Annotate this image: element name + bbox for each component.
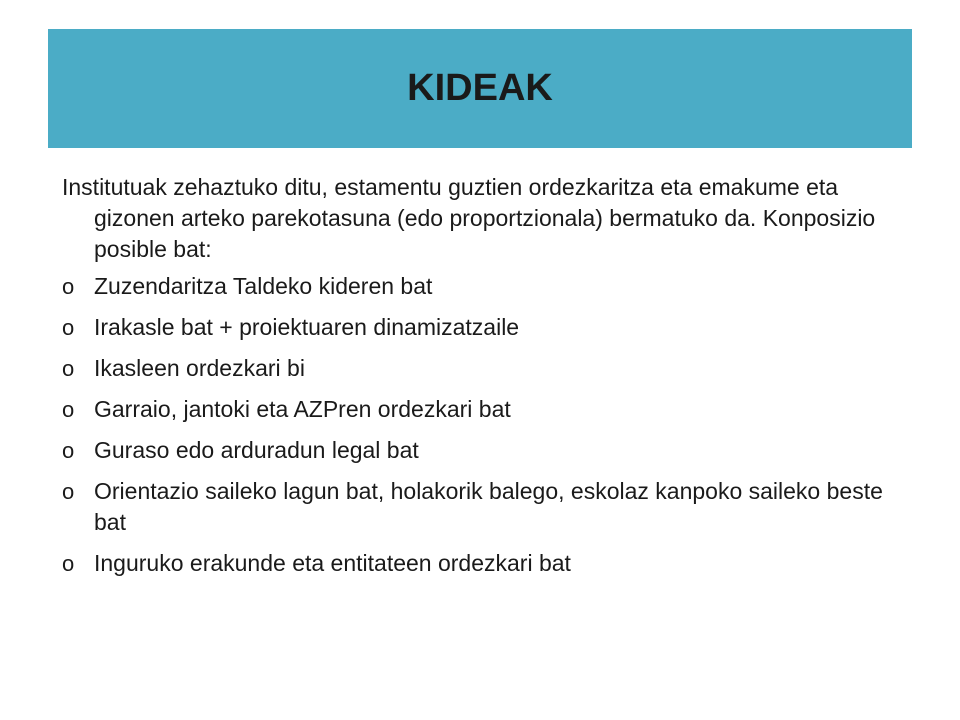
bullet-item [62, 435, 912, 466]
bullet-item [62, 353, 912, 384]
title-banner [48, 29, 912, 148]
slide-title: KIDEAK [407, 67, 553, 109]
bullet-text: Ikasleen ordezkari bi [94, 355, 305, 381]
bullet-item [62, 548, 912, 579]
bullet-marker: o [62, 356, 75, 381]
slide-content [62, 172, 912, 589]
bullet-item [62, 476, 912, 538]
bullet-text: Irakasle bat + proiektuaren dinamizatzaile [94, 314, 520, 340]
bullet-item [62, 271, 912, 302]
bullet-marker: o [62, 479, 75, 504]
bullet-marker: o [62, 551, 75, 576]
bullet-list [62, 271, 912, 579]
bullet-item [62, 312, 912, 343]
bullet-marker: o [62, 315, 75, 340]
bullet-text: Orientazio saileko lagun bat, holakorik balego, eskolaz kanpoko saileko beste bat [94, 478, 883, 535]
bullet-text: Garraio, jantoki eta AZPren ordezkari bat [94, 396, 511, 422]
bullet-item [62, 394, 912, 425]
bullet-marker: o [62, 274, 75, 299]
bullet-text: Zuzendaritza Taldeko kideren bat [94, 273, 433, 299]
bullet-text: Inguruko erakunde eta entitateen ordezkari bat [94, 550, 571, 576]
bullet-marker: o [62, 438, 75, 463]
intro-paragraph: Institutuak zehaztuko ditu, estamentu guztien ordezkaritza eta emakume eta gizonen arteko parekotasuna (edo proportzionala) bermatuko da. Konposizio posible bat: [62, 174, 876, 262]
bullet-marker: o [62, 397, 75, 422]
bullet-text: Guraso edo arduradun legal bat [94, 437, 419, 463]
